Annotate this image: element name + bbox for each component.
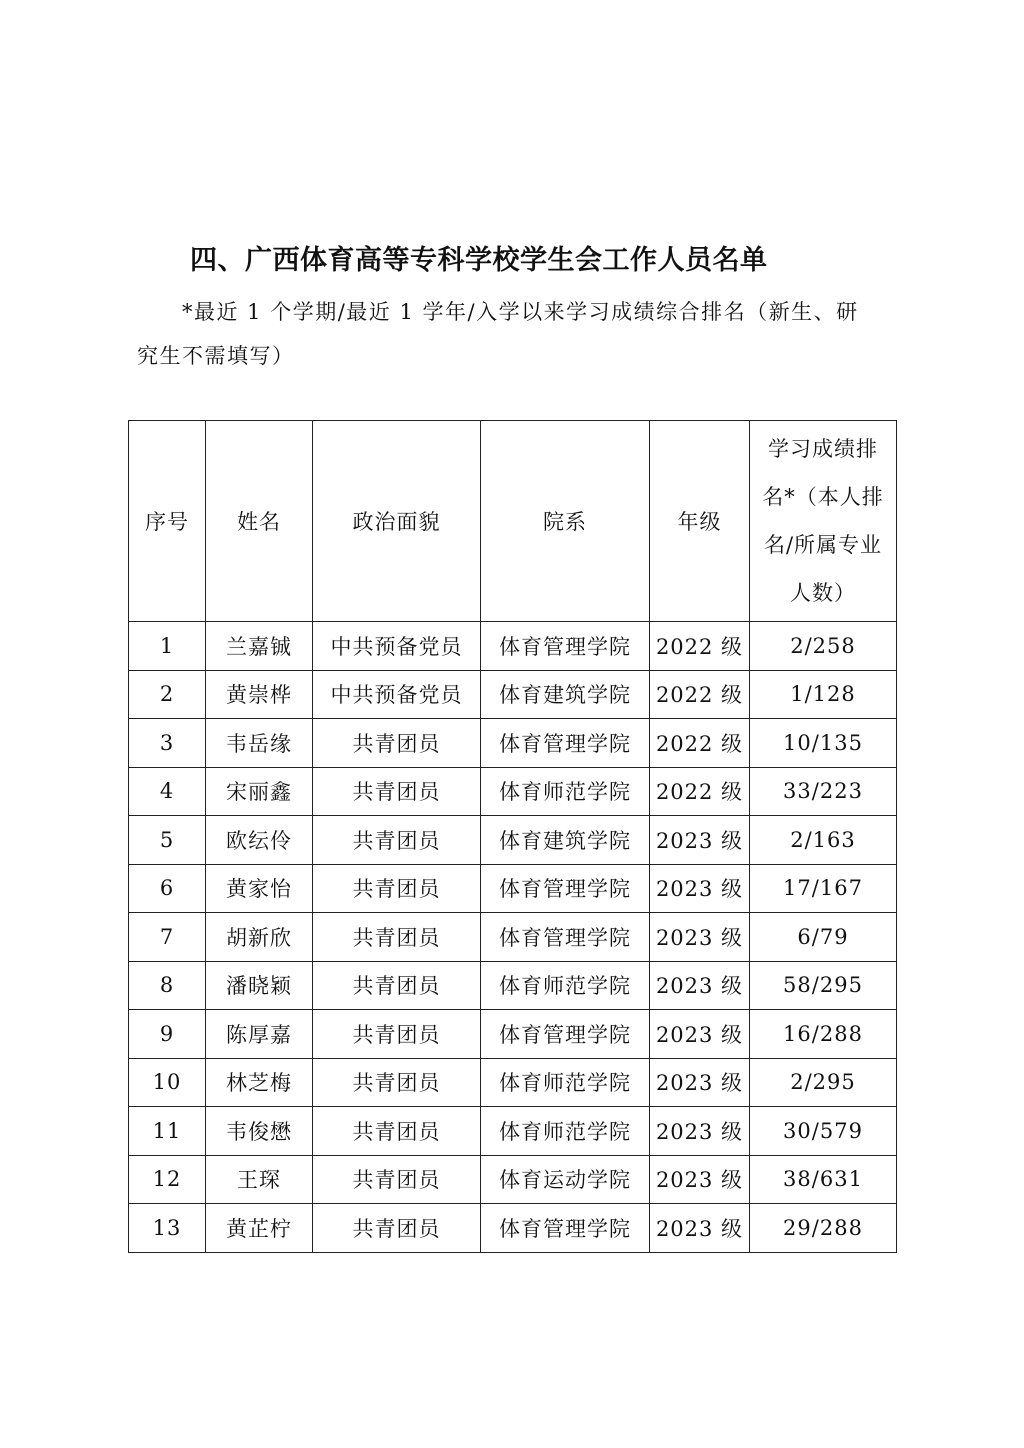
cell-political-status: 共青团员	[313, 1204, 481, 1253]
cell-college: 体育师范学院	[481, 1107, 650, 1156]
table-row	[129, 816, 897, 865]
cell-name: 黄崇桦	[206, 670, 313, 719]
table-row	[129, 1204, 897, 1253]
cell-seq: 7	[129, 913, 206, 962]
cell-academic-rank: 29/288	[750, 1204, 897, 1253]
table-row	[129, 1155, 897, 1204]
cell-grade: 2023 级	[650, 864, 750, 913]
cell-academic-rank: 10/135	[750, 719, 897, 768]
cell-name: 林芝梅	[206, 1058, 313, 1107]
cell-college: 体育管理学院	[481, 1010, 650, 1059]
cell-name: 黄家怡	[206, 864, 313, 913]
cell-seq: 6	[129, 864, 206, 913]
cell-academic-rank: 6/79	[750, 913, 897, 962]
table-row	[129, 1058, 897, 1107]
table-row	[129, 1107, 897, 1156]
cell-academic-rank: 17/167	[750, 864, 897, 913]
table-row	[129, 961, 897, 1010]
cell-political-status: 共青团员	[313, 816, 481, 865]
table-row	[129, 767, 897, 816]
cell-seq: 11	[129, 1107, 206, 1156]
cell-seq: 8	[129, 961, 206, 1010]
table-row	[129, 622, 897, 671]
cell-political-status: 共青团员	[313, 767, 481, 816]
header-political-status: 政治面貌	[313, 421, 481, 622]
cell-political-status: 共青团员	[313, 1155, 481, 1204]
cell-grade: 2023 级	[650, 1204, 750, 1253]
cell-seq: 12	[129, 1155, 206, 1204]
header-academic-rank: 学习成绩排名*（本人排名/所属专业人数）	[750, 421, 897, 622]
cell-political-status: 共青团员	[313, 1058, 481, 1107]
cell-academic-rank: 2/258	[750, 622, 897, 671]
table-row	[129, 913, 897, 962]
cell-seq: 10	[129, 1058, 206, 1107]
cell-college: 体育建筑学院	[481, 670, 650, 719]
cell-college: 体育师范学院	[481, 767, 650, 816]
ranking-footnote: *最近 1 个学期/最近 1 学年/入学以来学习成绩综合排名（新生、研究生不需填写）	[137, 300, 859, 368]
student-union-roster-table	[128, 420, 897, 1253]
cell-college: 体育管理学院	[481, 913, 650, 962]
cell-political-status: 共青团员	[313, 719, 481, 768]
cell-seq: 13	[129, 1204, 206, 1253]
cell-political-status: 共青团员	[313, 961, 481, 1010]
cell-grade: 2023 级	[650, 961, 750, 1010]
cell-name: 陈厚嘉	[206, 1010, 313, 1059]
cell-seq: 9	[129, 1010, 206, 1059]
cell-name: 王琛	[206, 1155, 313, 1204]
cell-political-status: 中共预备党员	[313, 670, 481, 719]
cell-academic-rank: 1/128	[750, 670, 897, 719]
cell-grade: 2023 级	[650, 913, 750, 962]
cell-name: 胡新欣	[206, 913, 313, 962]
cell-college: 体育建筑学院	[481, 816, 650, 865]
table-row	[129, 864, 897, 913]
cell-political-status: 共青团员	[313, 1010, 481, 1059]
table-row	[129, 1010, 897, 1059]
cell-seq: 1	[129, 622, 206, 671]
cell-grade: 2022 级	[650, 767, 750, 816]
cell-name: 韦岳缘	[206, 719, 313, 768]
header-college: 院系	[481, 421, 650, 622]
cell-college: 体育运动学院	[481, 1155, 650, 1204]
cell-name: 潘晓颖	[206, 961, 313, 1010]
document-title: 四、广西体育高等专科学校学生会工作人员名单	[190, 245, 768, 276]
cell-college: 体育管理学院	[481, 1204, 650, 1253]
cell-name: 欧纭伶	[206, 816, 313, 865]
header-grade: 年级	[650, 421, 750, 622]
header-name: 姓名	[206, 421, 313, 622]
cell-grade: 2022 级	[650, 719, 750, 768]
cell-college: 体育管理学院	[481, 864, 650, 913]
table-header-row	[129, 421, 897, 622]
cell-academic-rank: 33/223	[750, 767, 897, 816]
table-row	[129, 719, 897, 768]
cell-grade: 2022 级	[650, 670, 750, 719]
cell-grade: 2023 级	[650, 1058, 750, 1107]
cell-political-status: 共青团员	[313, 1107, 481, 1156]
cell-academic-rank: 2/163	[750, 816, 897, 865]
cell-academic-rank: 58/295	[750, 961, 897, 1010]
cell-name: 韦俊懋	[206, 1107, 313, 1156]
cell-college: 体育师范学院	[481, 1058, 650, 1107]
cell-college: 体育师范学院	[481, 961, 650, 1010]
cell-political-status: 中共预备党员	[313, 622, 481, 671]
cell-name: 宋丽鑫	[206, 767, 313, 816]
cell-college: 体育管理学院	[481, 719, 650, 768]
cell-college: 体育管理学院	[481, 622, 650, 671]
cell-seq: 4	[129, 767, 206, 816]
cell-grade: 2023 级	[650, 1155, 750, 1204]
cell-seq: 2	[129, 670, 206, 719]
cell-name: 兰嘉铖	[206, 622, 313, 671]
cell-grade: 2022 级	[650, 622, 750, 671]
cell-seq: 3	[129, 719, 206, 768]
cell-grade: 2023 级	[650, 816, 750, 865]
cell-grade: 2023 级	[650, 1010, 750, 1059]
cell-academic-rank: 30/579	[750, 1107, 897, 1156]
table-row	[129, 670, 897, 719]
cell-academic-rank: 2/295	[750, 1058, 897, 1107]
cell-name: 黄芷柠	[206, 1204, 313, 1253]
header-seq: 序号	[129, 421, 206, 622]
cell-grade: 2023 级	[650, 1107, 750, 1156]
cell-political-status: 共青团员	[313, 913, 481, 962]
table-body	[129, 622, 897, 1253]
cell-academic-rank: 38/631	[750, 1155, 897, 1204]
cell-seq: 5	[129, 816, 206, 865]
cell-political-status: 共青团员	[313, 864, 481, 913]
cell-academic-rank: 16/288	[750, 1010, 897, 1059]
